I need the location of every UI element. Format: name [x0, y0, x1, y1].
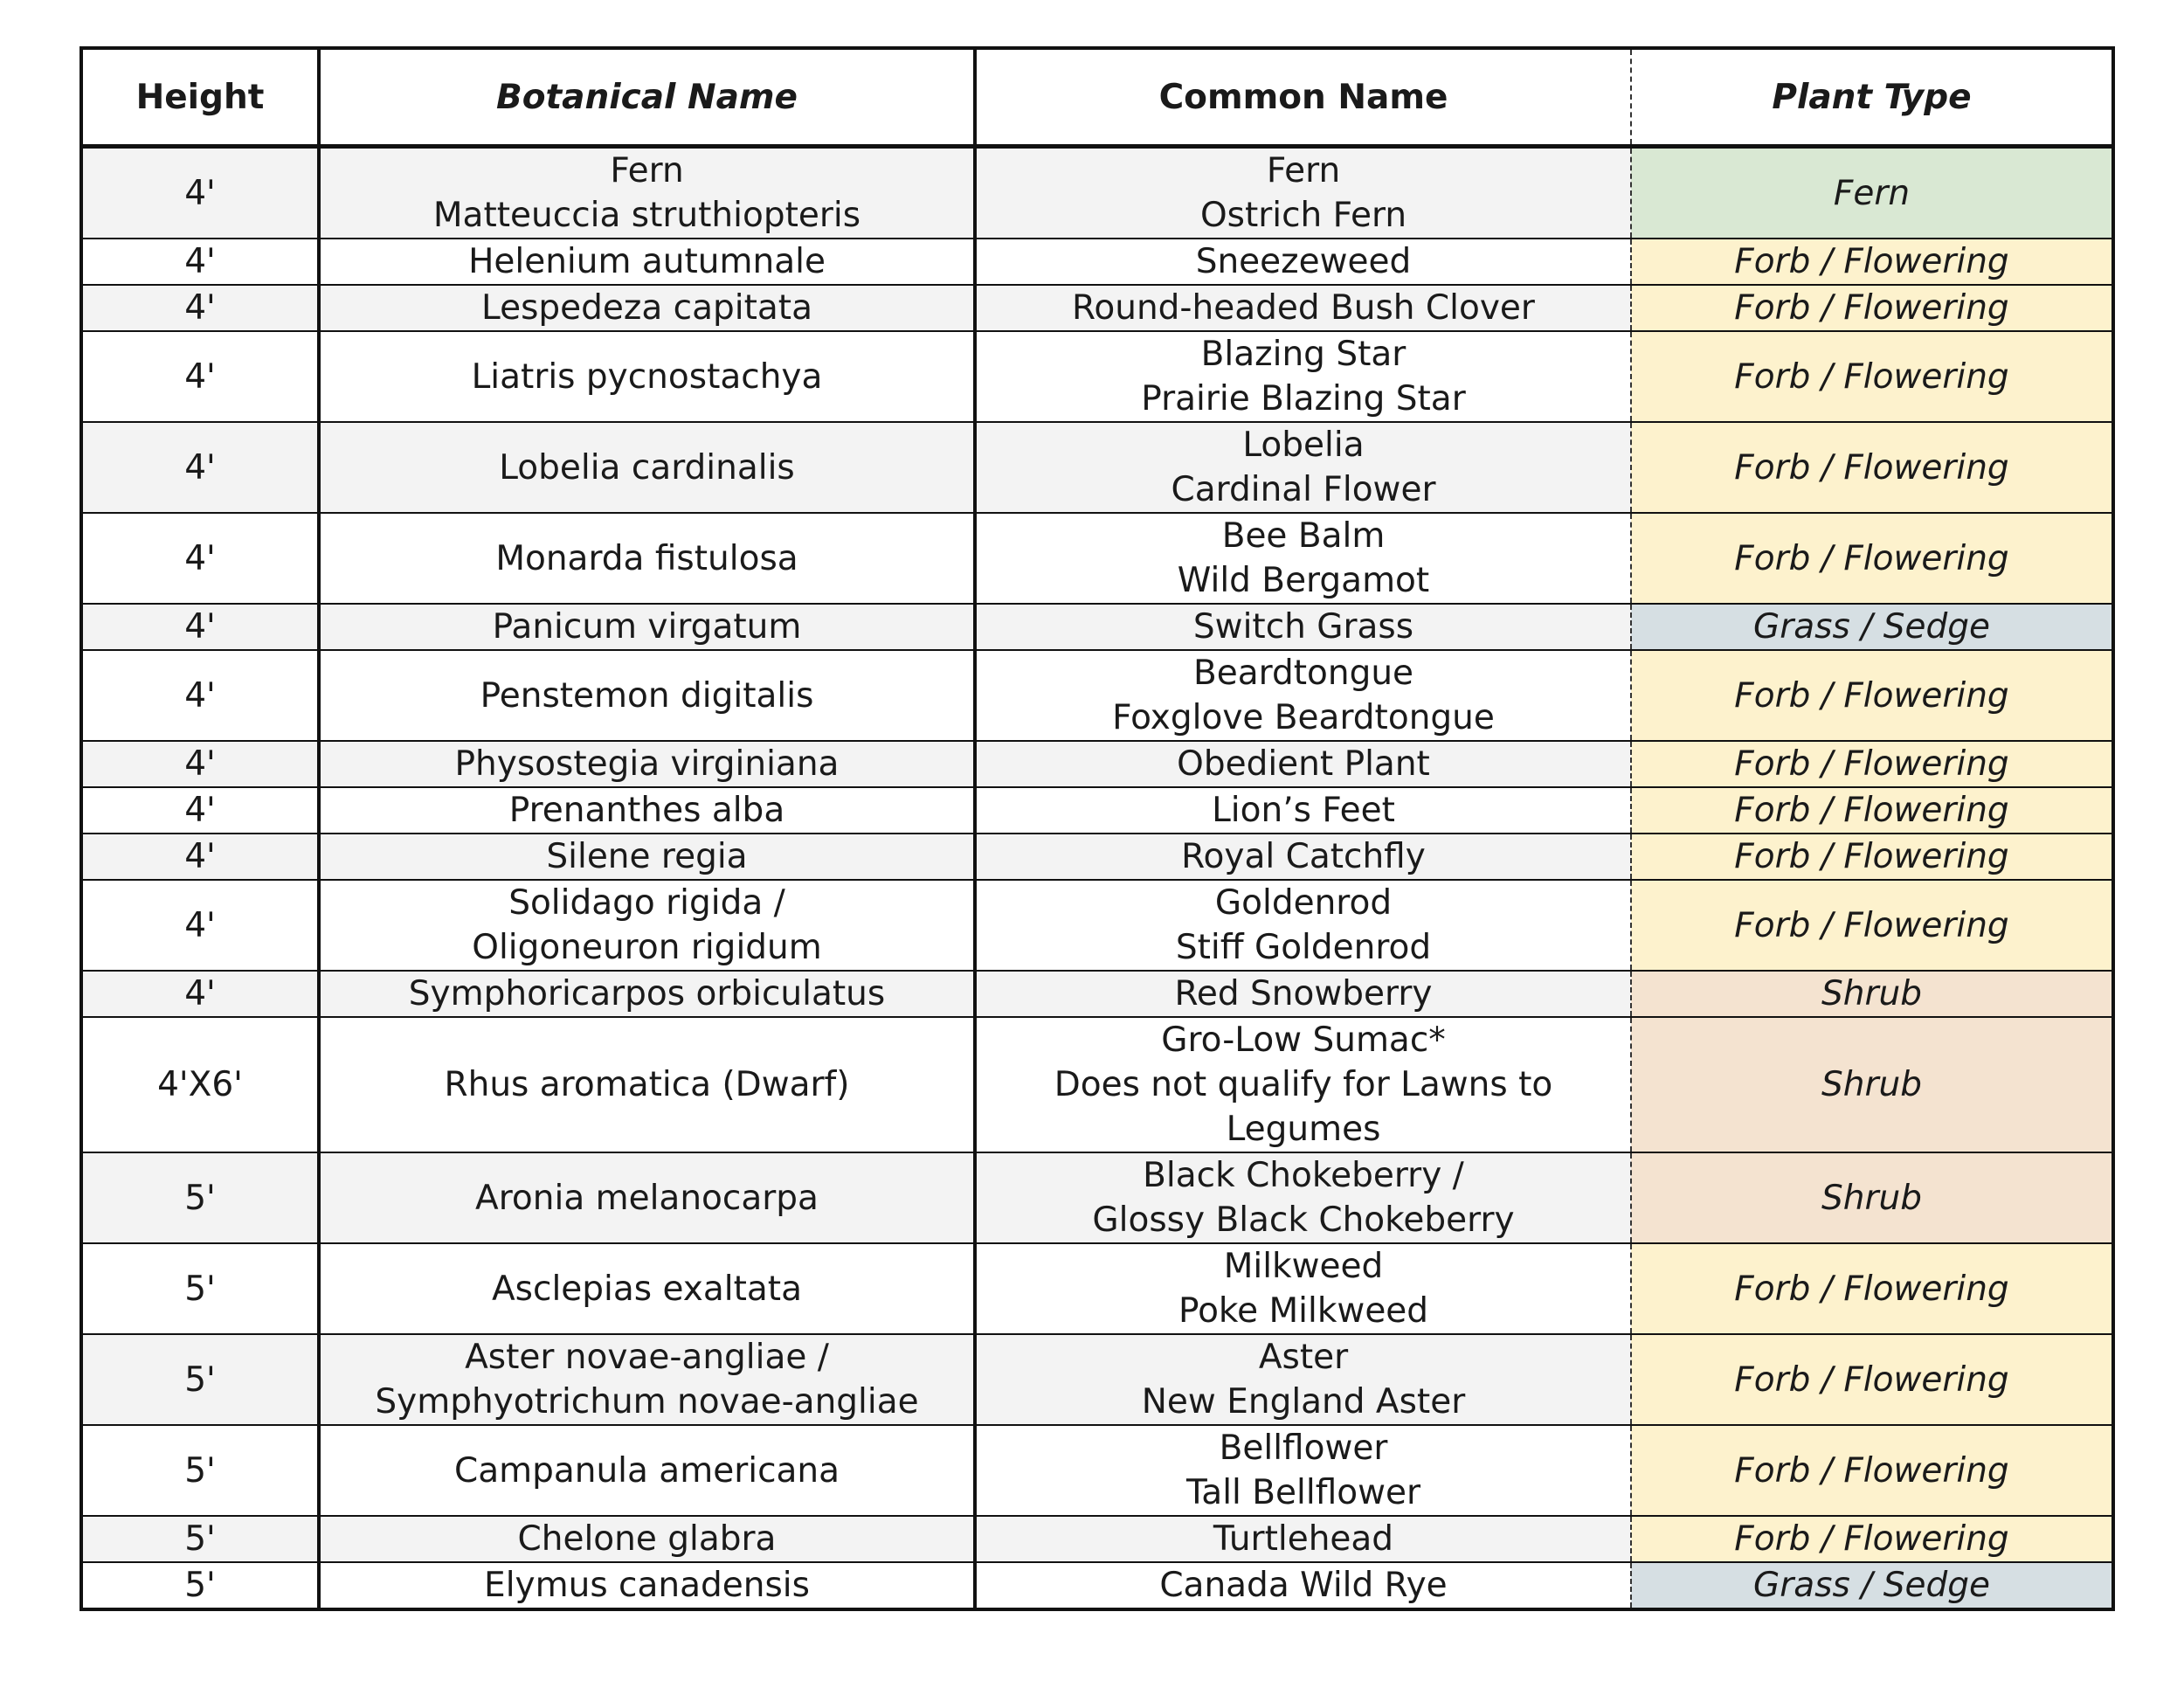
- botanical-name-line: Prenanthes alba: [508, 791, 785, 830]
- botanical-name-cell: [319, 604, 975, 650]
- height-cell: 4': [81, 147, 319, 239]
- height-cell: 4': [81, 787, 319, 834]
- botanical-name-cell: [319, 650, 975, 741]
- common-name-line: Goldenrod: [1214, 883, 1393, 923]
- plant-type-cell: Forb / Flowering: [1631, 331, 2113, 422]
- botanical-name-line: Chelone glabra: [517, 1519, 777, 1559]
- botanical-name-header: Botanical Name: [319, 48, 975, 147]
- common-name-line: Round-headed Bush Clover: [1072, 288, 1535, 328]
- table-row: [81, 741, 2113, 787]
- table-row: [81, 147, 2113, 239]
- common-name-cell: [975, 422, 1631, 513]
- plant-type-cell: Forb / Flowering: [1631, 1425, 2113, 1516]
- common-name-line: Royal Catchfly: [1181, 837, 1426, 876]
- table-row: [81, 834, 2113, 880]
- botanical-name-line: Oligoneuron rigidum: [472, 928, 822, 967]
- table-row: [81, 880, 2113, 971]
- botanical-name-cell: [319, 1516, 975, 1562]
- plant-type-cell: Forb / Flowering: [1631, 834, 2113, 880]
- height-cell: 5': [81, 1425, 319, 1516]
- table-row: [81, 331, 2113, 422]
- common-name-cell: [975, 787, 1631, 834]
- common-name-line: Obedient Plant: [1177, 744, 1430, 784]
- table-row: [81, 239, 2113, 285]
- botanical-name-line: Campanula americana: [453, 1450, 840, 1491]
- table-row: [81, 1425, 2113, 1516]
- height-cell: 4': [81, 513, 319, 604]
- botanical-name-line: Aronia melanocarpa: [475, 1178, 819, 1218]
- botanical-name-line: Asclepias exaltata: [492, 1269, 802, 1309]
- common-name-line: Glossy Black Chokeberry: [1092, 1200, 1515, 1240]
- table-row: [81, 1017, 2113, 1152]
- table-row: [81, 787, 2113, 834]
- botanical-name-cell: [319, 741, 975, 787]
- plant-type-cell: Forb / Flowering: [1631, 1334, 2113, 1425]
- plant-type-cell: Forb / Flowering: [1631, 787, 2113, 834]
- height-cell: 4'X6': [81, 1017, 319, 1152]
- table-row: [81, 604, 2113, 650]
- common-name-line: Red Snowberry: [1174, 974, 1433, 1013]
- plant-type-header: Plant Type: [1631, 48, 2113, 147]
- plant-type-cell: Forb / Flowering: [1631, 1516, 2113, 1562]
- common-name-cell: [975, 147, 1631, 239]
- common-name-cell: [975, 239, 1631, 285]
- common-name-cell: [975, 1425, 1631, 1516]
- botanical-name-cell: [319, 285, 975, 331]
- botanical-name-cell: [319, 1562, 975, 1609]
- botanical-name-line: Lespedeza capitata: [481, 288, 812, 328]
- height-cell: 5': [81, 1562, 319, 1609]
- botanical-name-line: Rhus aromatica (Dwarf): [444, 1065, 850, 1104]
- table-row: [81, 1243, 2113, 1334]
- common-name-line: Lobelia: [1242, 425, 1365, 465]
- botanical-name-cell: [319, 147, 975, 239]
- table-row: [81, 422, 2113, 513]
- botanical-name-cell: [319, 422, 975, 513]
- plant-type-cell: Shrub: [1631, 1152, 2113, 1243]
- plant-type-cell: Forb / Flowering: [1631, 239, 2113, 285]
- common-name-line: Black Chokeberry /: [1143, 1156, 1464, 1195]
- common-name-cell: [975, 331, 1631, 422]
- height-cell: 4': [81, 285, 319, 331]
- table-row: [81, 650, 2113, 741]
- height-cell: 5': [81, 1516, 319, 1562]
- plant-type-cell: Grass / Sedge: [1631, 1562, 2113, 1609]
- common-name-header: Common Name: [975, 48, 1631, 147]
- height-cell: 4': [81, 650, 319, 741]
- botanical-name-cell: [319, 1243, 975, 1334]
- common-name-line: Lion’s Feet: [1212, 791, 1395, 830]
- plant-type-cell: Shrub: [1631, 1017, 2113, 1152]
- common-name-line: Blazing Star: [1200, 335, 1406, 374]
- height-cell: 5': [81, 1334, 319, 1425]
- table-row: [81, 285, 2113, 331]
- header-row: [81, 48, 2113, 147]
- common-name-line: Ostrich Fern: [1199, 196, 1407, 235]
- botanical-name-line: Panicum virgatum: [492, 607, 802, 647]
- plant-type-cell: Grass / Sedge: [1631, 604, 2113, 650]
- height-cell: 5': [81, 1152, 319, 1243]
- common-name-line: Gro-Low Sumac*: [1161, 1020, 1446, 1060]
- plant-type-cell: Forb / Flowering: [1631, 1243, 2113, 1334]
- table-row: [81, 1562, 2113, 1609]
- common-name-line: Prairie Blazing Star: [1141, 379, 1466, 419]
- common-name-line: Milkweed: [1223, 1247, 1384, 1286]
- plant-type-cell: Forb / Flowering: [1631, 513, 2113, 604]
- height-header: Height: [81, 48, 319, 147]
- common-name-line: Bellflower: [1219, 1429, 1388, 1468]
- botanical-name-cell: [319, 331, 975, 422]
- common-name-cell: [975, 1017, 1631, 1152]
- table-body: [81, 147, 2113, 1610]
- common-name-cell: [975, 285, 1631, 331]
- plant-type-cell: Shrub: [1631, 971, 2113, 1017]
- botanical-name-line: Physostegia virginiana: [454, 744, 840, 784]
- common-name-line: Sneezeweed: [1195, 242, 1412, 281]
- plant-type-cell: Forb / Flowering: [1631, 422, 2113, 513]
- common-name-line: Switch Grass: [1192, 607, 1414, 647]
- table-row: [81, 1516, 2113, 1562]
- common-name-cell: [975, 1243, 1631, 1334]
- botanical-name-cell: [319, 787, 975, 834]
- common-name-cell: [975, 513, 1631, 604]
- common-name-line: Bee Balm: [1221, 516, 1386, 556]
- botanical-name-cell: [319, 834, 975, 880]
- height-cell: 5': [81, 1243, 319, 1334]
- common-name-line: Canada Wild Rye: [1159, 1566, 1448, 1605]
- common-name-line: Beardtongue: [1192, 654, 1414, 693]
- common-name-line: Cardinal Flower: [1171, 470, 1436, 509]
- botanical-name-cell: [319, 1152, 975, 1243]
- common-name-cell: [975, 1562, 1631, 1609]
- common-name-line: Poke Milkweed: [1178, 1291, 1429, 1331]
- botanical-name-line: Aster novae-angliae /: [465, 1338, 829, 1377]
- height-cell: 4': [81, 331, 319, 422]
- common-name-line: Tall Bellflower: [1185, 1473, 1421, 1512]
- common-name-line: New England Aster: [1141, 1382, 1466, 1422]
- botanical-name-line: Fern: [610, 151, 684, 190]
- table-row: [81, 971, 2113, 1017]
- common-name-cell: [975, 880, 1631, 971]
- height-cell: 4': [81, 880, 319, 971]
- plant-type-cell: Fern: [1631, 147, 2113, 239]
- common-name-cell: [975, 971, 1631, 1017]
- common-name-cell: [975, 1152, 1631, 1243]
- table-row: [81, 1334, 2113, 1425]
- botanical-name-line: Symphyotrichum novae-angliae: [375, 1382, 919, 1422]
- height-cell: 4': [81, 604, 319, 650]
- plant-type-cell: Forb / Flowering: [1631, 880, 2113, 971]
- plant-table: [79, 46, 2115, 1611]
- height-cell: 4': [81, 971, 319, 1017]
- botanical-name-line: Solidago rigida /: [508, 883, 785, 923]
- botanical-name-cell: [319, 239, 975, 285]
- height-cell: 4': [81, 422, 319, 513]
- botanical-name-line: Lobelia cardinalis: [499, 447, 795, 488]
- common-name-line: Aster: [1258, 1338, 1349, 1377]
- botanical-name-line: Helenium autumnale: [468, 242, 826, 281]
- common-name-line: Legumes: [1226, 1110, 1381, 1149]
- botanical-name-cell: [319, 880, 975, 971]
- common-name-cell: [975, 1334, 1631, 1425]
- botanical-name-cell: [319, 1017, 975, 1152]
- botanical-name-cell: [319, 513, 975, 604]
- botanical-name-line: Liatris pycnostachya: [471, 356, 823, 397]
- common-name-cell: [975, 650, 1631, 741]
- table-row: [81, 1152, 2113, 1243]
- botanical-name-line: Symphoricarpos orbiculatus: [408, 974, 886, 1013]
- common-name-line: Foxglove Beardtongue: [1112, 698, 1495, 737]
- plant-type-cell: Forb / Flowering: [1631, 741, 2113, 787]
- common-name-cell: [975, 834, 1631, 880]
- botanical-name-line: Matteuccia struthiopteris: [432, 196, 861, 235]
- botanical-name-cell: [319, 1334, 975, 1425]
- common-name-cell: [975, 741, 1631, 787]
- common-name-cell: [975, 604, 1631, 650]
- common-name-line: Does not qualify for Lawns to: [1054, 1065, 1553, 1104]
- common-name-line: Wild Bergamot: [1177, 561, 1430, 600]
- common-name-cell: [975, 1516, 1631, 1562]
- height-cell: 4': [81, 834, 319, 880]
- height-cell: 4': [81, 239, 319, 285]
- botanical-name-line: Elymus canadensis: [484, 1566, 810, 1605]
- botanical-name-cell: [319, 971, 975, 1017]
- height-cell: 4': [81, 741, 319, 787]
- common-name-line: Fern: [1266, 151, 1341, 190]
- common-name-line: Turtlehead: [1213, 1519, 1394, 1559]
- botanical-name-line: Monarda fistulosa: [495, 538, 798, 578]
- botanical-name-cell: [319, 1425, 975, 1516]
- table-row: [81, 513, 2113, 604]
- common-name-line: Stiff Goldenrod: [1175, 928, 1432, 967]
- botanical-name-line: Penstemon digitalis: [480, 675, 814, 716]
- plant-type-cell: Forb / Flowering: [1631, 285, 2113, 331]
- plant-type-cell: Forb / Flowering: [1631, 650, 2113, 741]
- botanical-name-line: Silene regia: [546, 837, 748, 876]
